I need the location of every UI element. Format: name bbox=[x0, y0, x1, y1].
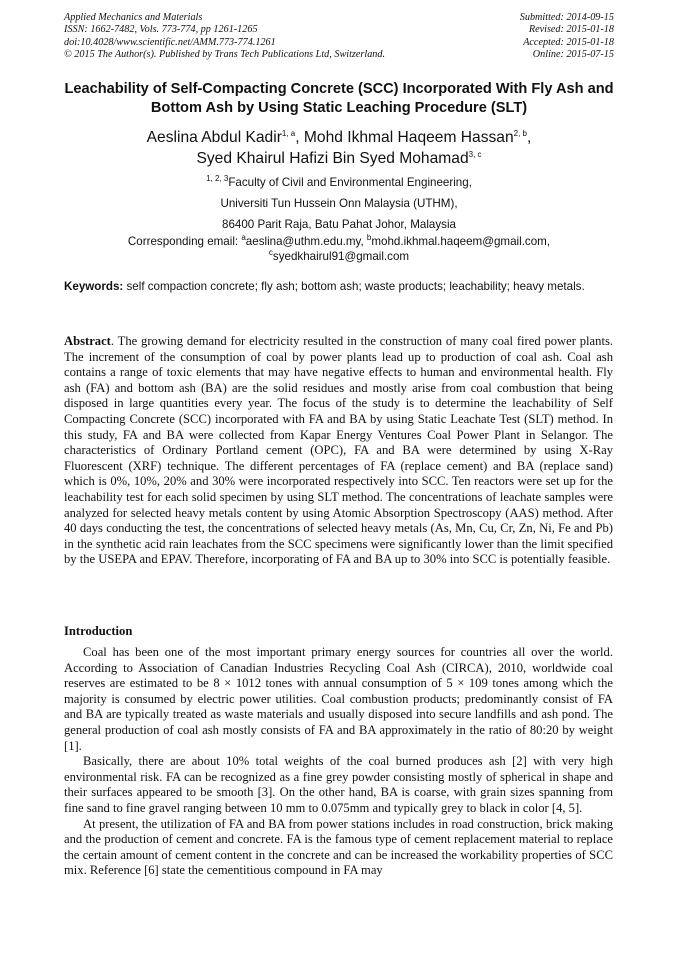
header-left bbox=[64, 12, 385, 61]
abstract-label: Abstract bbox=[64, 334, 111, 348]
corresponding-email: Corresponding email: $^a$aeslina@uthm.edu.my, $^b$mohd.ikhmal.haqeem@gmail.com, $^c$syedkhairul91@gmail.com bbox=[127, 233, 551, 263]
copyright-line: © 2015 The Author(s). Published by Trans Tech Publications Ltd, Switzerland. bbox=[64, 48, 386, 60]
abstract-text: . The growing demand for electricity resulted in the construction of many coal fired power plants. The increment of the consumption of coal by power plants lead up to production of coal ash. Coal ash contains a range of toxic elements that may have negative effects to human and environmental health. Fly ash (FA) and bottom ash (BA) are the solid residues and mostly arise from coal combustion that being disposed in large quantities every year. The focus of the study is to determine the leachability of Self Compacting Concrete (SCC) incorporated with FA and BA by using Static Leachate Test (SLT) method. In this study, FA and BA were collected from Kapar Energy Ventures Coal Power Plant in Selangor. The characteristics of Ordinary Portland cement (OPC), FA and BA were determined by using X-Ray Fluorescent (XRF) technique. The different percentages of FA (replace cement) and BA (replace sand) which is 0%, 10%, 20% and 30% were incorporated respectively into SCC. Ten reactors were set up for the leachability test for each solid specimen by using SLT method. The concentrations of leachate samples were analyzed for selected heavy metals content by using Atomic Absorption Spectroscopy (AAS) method. After 40 days conducting the test, the concentrations of selected heavy metals (As, Mn, Cu, Cr, Zn, Ni, Fe and Pb) in the synthetic acid rain leachates from the SCC specimens were significantly lower than the limit specified by the USEPA and EPAV. Therefore, incorporating of FA and BA up to 30% into SCC is potentially feasible. bbox=[64, 334, 613, 567]
author-list bbox=[40, 127, 638, 169]
section-heading-introduction: Introduction bbox=[64, 624, 133, 638]
affiliation-faculty: Faculty of Civil and Environmental Engineering, bbox=[228, 176, 472, 189]
issn-line: ISSN: 1662-7482, Vols. 773-774, pp 1261-1265 bbox=[64, 24, 258, 36]
author-name: Aeslina Abdul Kadir bbox=[146, 129, 282, 146]
paragraph: Coal has been one of the most important primary energy sources for countries all over the world. According to Association of Canadian Industries Recycling Coal Ash (CIRCA), 2010, worldwide coal reserves are estimated to be 8 × 1012 tones with annual consumption of 5 × 109 tones among which the majority is consumed by electric power utilities. Coal combustion products; predominantly consist of FA and BA are typically treated as waste materials and usually disposed into secure landfills and ash pond. The general production of coal ash mostly consists of FA and BA approximately in the ratio of 80:20 by weight [1]. bbox=[64, 645, 613, 753]
email-mark-a: a bbox=[241, 233, 246, 243]
introduction-body bbox=[64, 645, 613, 879]
email-link-a[interactable]: aeslina@uthm.edu.my bbox=[245, 235, 361, 248]
author-affiliation-mark: 1, a bbox=[281, 128, 296, 138]
revised-date: Revised: 2015-01-18 bbox=[528, 24, 614, 36]
affiliation-mark: 1, 2, 3 bbox=[206, 174, 229, 184]
header-right bbox=[520, 12, 614, 61]
corresponding-label: Corresponding email: bbox=[127, 235, 242, 248]
paragraph: Basically, there are about 10% total weights of the coal burned produces ash [2] with very high environmental risk. FA can be recognized as a fine grey powder consisting mostly of spherical in shape and their surfaces appeared to be smooth [3]. On the other hand, BA is coarse, with grain sizes spanning from fine sand to fine gravel ranging between 10 mm to 0.075mm and typically grey to black in color [4, 5]. bbox=[64, 754, 613, 815]
email-link-b[interactable]: mohd.ikhmal.haqeem@gmail.com bbox=[371, 235, 547, 248]
author-name: Syed Khairul Hafizi Bin Syed Mohamad bbox=[196, 150, 469, 167]
author-separator: , bbox=[527, 129, 532, 146]
keywords-text: self compaction concrete; fly ash; bottom ash; waste products; leachability; heavy metals. bbox=[123, 280, 585, 293]
journal-name: Applied Mechanics and Materials bbox=[64, 12, 203, 23]
affiliation-university: Universiti Tun Hussein Onn Malaysia (UTHM), bbox=[220, 197, 458, 210]
author-name: Mohd Ikhmal Haqeem Hassan bbox=[303, 129, 514, 146]
online-date: Online: 2015-07-15 bbox=[532, 48, 614, 60]
author-separator: , bbox=[295, 129, 304, 146]
keywords-label: Keywords: bbox=[64, 280, 124, 293]
doi-line: doi:10.4028/www.scientific.net/AMM.773-774.1261 bbox=[64, 36, 276, 48]
accepted-date: Accepted: 2015-01-18 bbox=[523, 36, 614, 48]
affiliation-address: 86400 Parit Raja, Batu Pahat Johor, Malaysia bbox=[222, 218, 456, 231]
keywords bbox=[64, 279, 613, 294]
author-affiliation-mark: 3, c bbox=[468, 149, 482, 159]
author-affiliation-mark: 2, b bbox=[513, 128, 527, 138]
email-mark-b: b bbox=[366, 233, 372, 243]
paper-title: Leachability of Self-Compacting Concrete (SCC) Incorporated With Fly Ash and Bottom Ash by Using Static Leaching Procedure (SLT) bbox=[64, 81, 614, 116]
paragraph: At present, the utilization of FA and BA from power stations includes in road construction, brick making and the production of cement and concrete. FA is the famous type of cement replacement material to replace the certain amount of cement content in the concrete and can be increased the workability properties of SCC mix. Reference [6] state the cementitious compound in FA may bbox=[64, 816, 613, 878]
email-link-c[interactable]: syedkhairul91@gmail.com bbox=[272, 249, 410, 263]
abstract bbox=[64, 334, 613, 568]
affiliation bbox=[40, 172, 638, 235]
email-mark-c: c bbox=[268, 247, 273, 257]
submitted-date: Submitted: 2014-09-15 bbox=[519, 12, 614, 23]
